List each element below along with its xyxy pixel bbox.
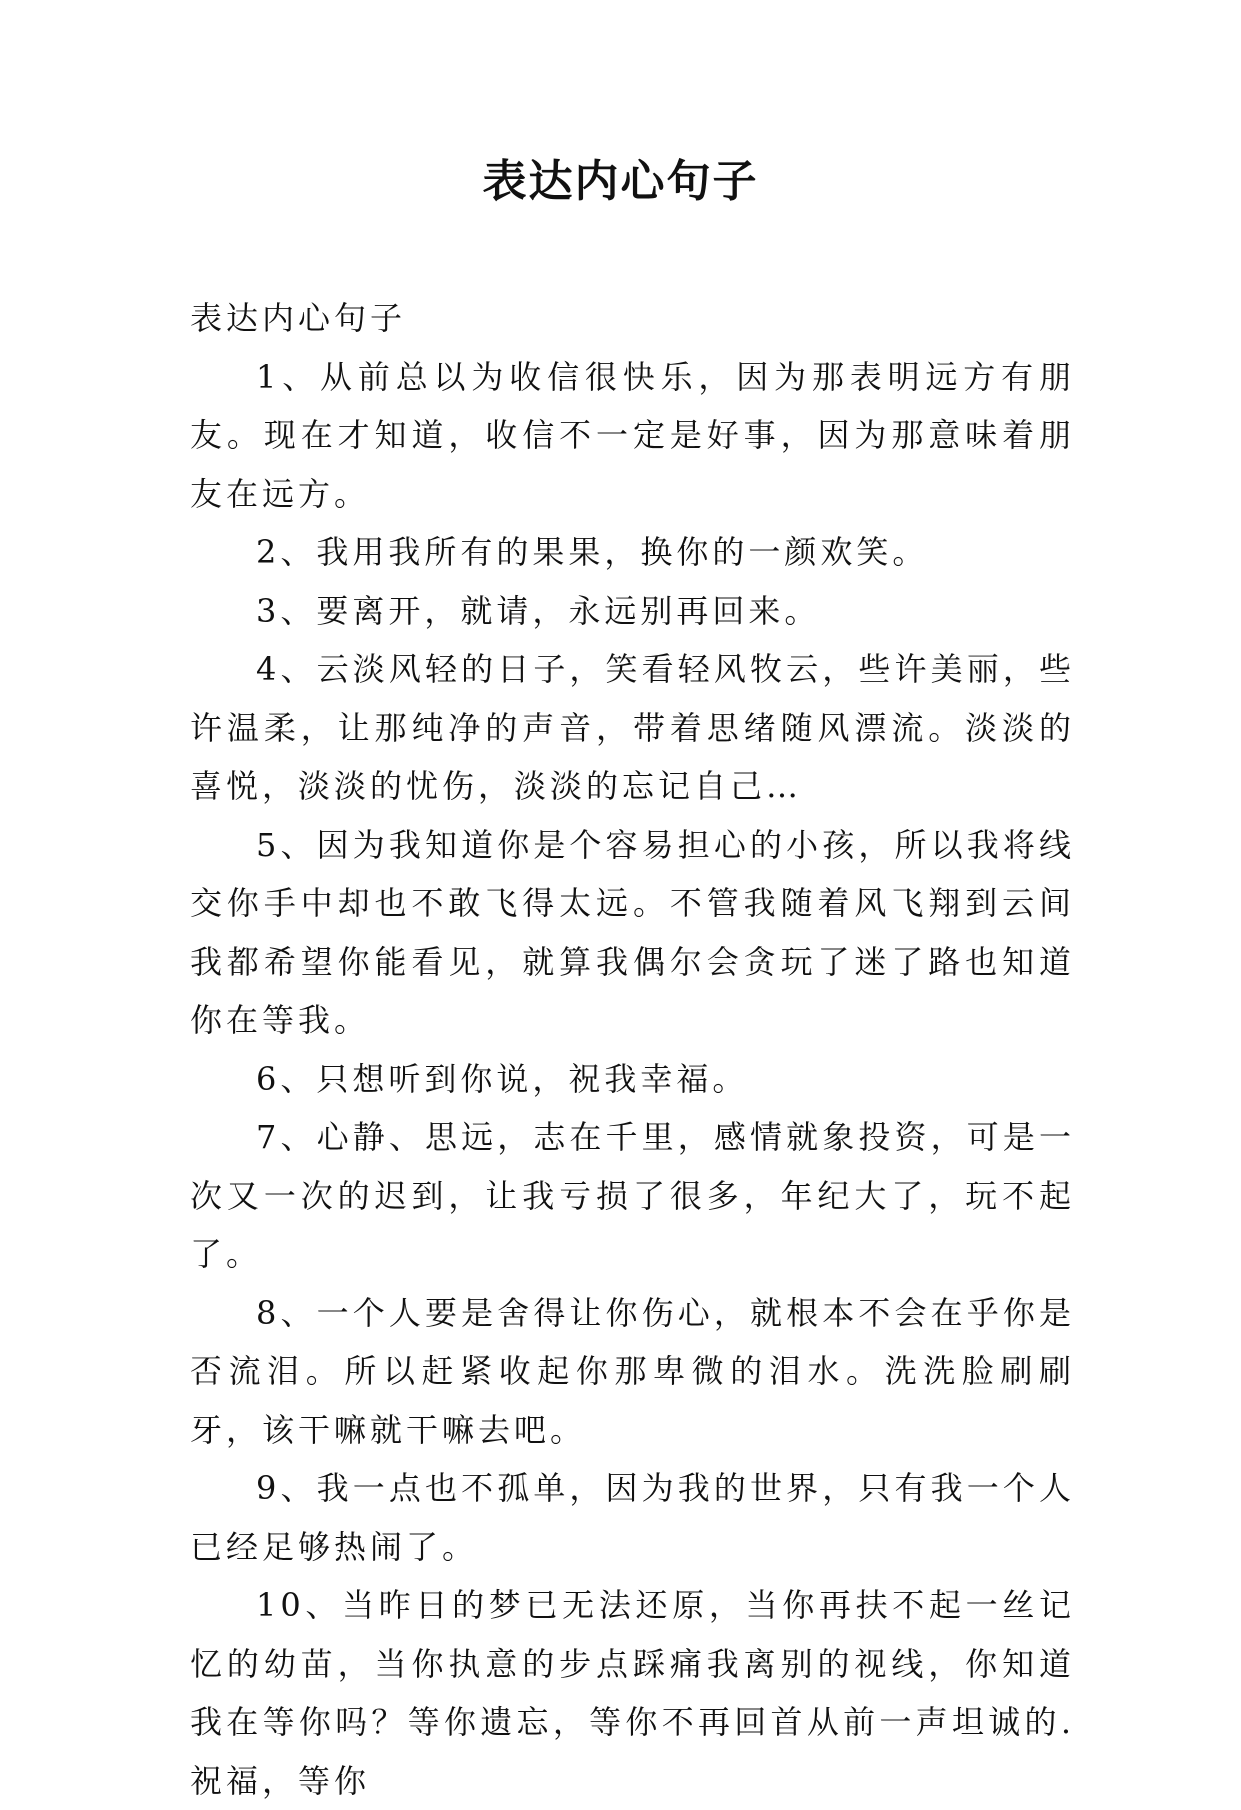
- paragraph-2: 2、我用我所有的果果，换你的一颜欢笑。: [256, 533, 929, 571]
- document-title: 表达内心句子: [482, 156, 759, 207]
- paragraph-3: 3、要离开，就请，永远别再回来。: [256, 591, 821, 630]
- paragraph-6: 6、只想听到你说，祝我幸福。: [256, 1059, 749, 1098]
- document-body: [190, 289, 1075, 1810]
- paragraph-4: 4、云淡风轻的日子，笑看轻风牧云，些许美丽，些许温柔，让那纯净的声音，带着思绪随风漂流。淡淡的喜悦，淡淡的忧伤，淡淡的忘记自己…: [190, 650, 1075, 805]
- paragraph-7: 7、心静、思远，志在千里，感情就象投资，可是一次又一次的迟到，让我亏损了很多，年纪大了，玩不起了。: [190, 1118, 1075, 1273]
- paragraph-5: 5、因为我知道你是个容易担心的小孩，所以我将线交你手中却也不敢飞得太远。不管我随着风飞翔到云间我都希望你能看见，就算我偶尔会贪玩了迷了路也知道你在等我。: [190, 825, 1075, 1039]
- document-subtitle: 表达内心句子: [190, 299, 407, 337]
- paragraph-10: 10、当昨日的梦已无法还原，当你再扶不起一丝记忆的幼苗，当你执意的步点踩痛我离别的视线，你知道我在等你吗？等你遗忘，等你不再回首从前一声坦诚的.祝福，等你: [190, 1586, 1075, 1800]
- paragraph-9: 9、我一点也不孤单，因为我的世界，只有我一个人已经足够热闹了。: [190, 1469, 1075, 1566]
- paragraph-8: 8、一个人要是舍得让你伤心，就根本不会在乎你是否流泪。所以赶紧收起你那卑微的泪水。洗洗脸刷刷牙，该干嘛就干嘛去吧。: [190, 1293, 1075, 1449]
- paragraph-1: 1、从前总以为收信很快乐，因为那表明远方有朋友。现在才知道，收信不一定是好事，因为那意味着朋友在远方。: [190, 357, 1075, 513]
